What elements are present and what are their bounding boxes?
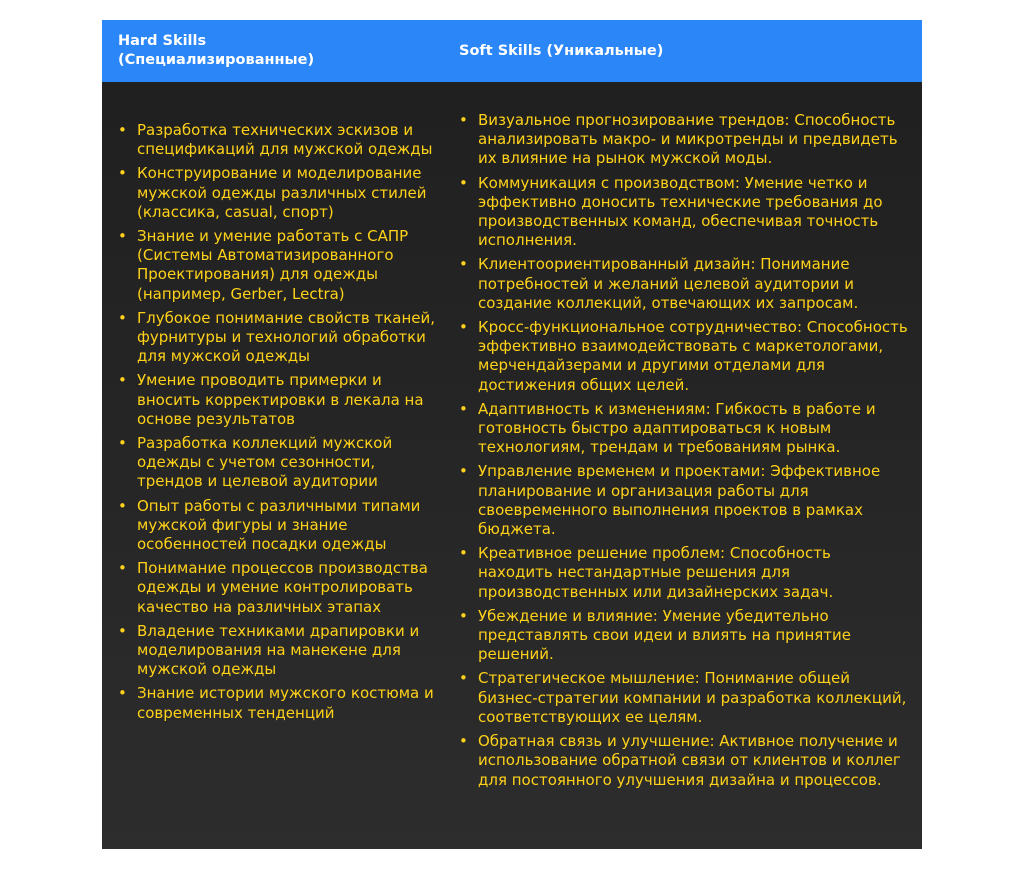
hard-skill-text: Опыт работы с различными типами мужской фигуры и знание особенностей посадки одежды [137,496,421,554]
soft-skill-text: Управление временем и проектами: Эффективное планирование и организация работы для своевременного выполнения проектов в рамках бюджета. [478,462,881,539]
bullet-icon: • [118,621,127,640]
soft-skill-text: Адаптивность к изменениям: Гибкость в работе и готовность быстро адаптироваться к новым технологиям, трендам и требованиям рынка. [478,399,876,457]
soft-skills-header: Soft Skills (Уникальные) [459,43,664,59]
soft-skill-text: Убеждение и влияние: Умение убедительно представлять свои идеи и влиять на принятие решений. [478,606,852,664]
list-item [118,227,436,304]
bullet-icon: • [118,496,127,515]
bullet-icon: • [459,111,468,129]
bullet-icon: • [118,121,127,139]
list-item [459,669,909,727]
soft-skill-text: Визуальное прогнозирование трендов: Способность анализировать макро- и микротренды и предвидеть их влияние на рынок мужской моды. [478,111,898,168]
bullet-icon: • [118,227,127,246]
list-item [459,607,909,665]
list-item [118,371,436,429]
hard-skill-text: Глубокое понимание свойств тканей, фурнитуры и технологий обработки для мужской одежды [137,308,436,366]
bullet-icon: • [459,173,468,192]
list-item [459,318,909,395]
list-item [459,732,909,790]
bullet-icon: • [118,684,127,703]
hard-skill-text: Разработка коллекций мужской одежды с учетом сезонности, трендов и целевой аудитории [137,434,393,491]
list-item [459,174,909,251]
bullet-icon: • [118,308,127,327]
list-item [118,559,436,617]
bullet-icon: • [459,732,468,751]
soft-skill-text: Коммуникация с производством: Умение четко и эффективно доносить технические требования до производственных команд, обеспечивая точность исполнения. [478,173,883,250]
list-item [459,400,909,458]
hard-skill-text: Конструирование и моделирование мужской одежды различных стилей (классика, casual, спорт) [137,164,427,221]
hard-skill-text: Знание и умение работать с САПР (Системы Автоматизированного Проектирования) для одежды (например, Gerber, Lectra) [137,227,409,303]
bullet-icon: • [459,462,468,481]
list-item [118,497,436,555]
bullet-icon: • [459,544,468,563]
list-item [459,462,909,539]
soft-skill-text: Креативное решение проблем: Способность находить нестандартные решения для производственных или дизайнерских задач. [478,544,834,601]
soft-skill-text: Кросс-функциональное сотрудничество: Способность эффективно взаимодействовать с маркетологами, мерчендайзерами и другими отделами для достижения общих целей. [478,318,908,394]
hard-skill-text: Владение техниками драпировки и моделирования на манекене для мужской одежды [137,621,420,679]
soft-skill-text: Обратная связь и улучшение: Активное получение и использование обратной связи от клиентов и коллег для постоянного улучшения дизайна и процессов. [478,732,901,789]
list-item [459,255,909,313]
list-item [118,434,436,492]
list-item [459,111,909,169]
bullet-icon: • [118,434,127,453]
skills-table [102,20,922,849]
list-item [118,121,436,159]
hard-skill-text: Разработка технических эскизов и спецификаций для мужской одежды [137,121,433,159]
hard-skills-header: Hard Skills (Специализированные) [118,33,315,68]
list-item [459,544,909,602]
list-item [118,684,436,722]
bullet-icon: • [118,559,127,578]
list-item [118,309,436,367]
bullet-icon: • [118,164,127,183]
bullet-icon: • [459,606,468,625]
hard-skill-text: Умение проводить примерки и вносить корректировки в лекала на основе результатов [137,371,424,428]
bullet-icon: • [459,318,468,337]
list-item [118,164,436,222]
soft-skills-list [459,111,909,795]
table-header [102,20,922,82]
bullet-icon: • [459,399,468,418]
soft-skill-text: Стратегическое мышление: Понимание общей бизнес-стратегии компании и разработка коллекций, соответствующих ее целям. [478,669,907,726]
bullet-icon: • [118,371,127,390]
bullet-icon: • [459,669,468,688]
soft-skill-text: Клиентоориентированный дизайн: Понимание потребностей и желаний целевой аудитории и создание коллекций, отвечающих их запросам. [478,255,859,312]
hard-skill-text: Знание истории мужского костюма и современных тенденций [137,684,434,722]
bullet-icon: • [459,255,468,274]
list-item [118,622,436,680]
hard-skills-list [118,121,436,728]
hard-skill-text: Понимание процессов производства одежды и умение контролировать качество на различных этапах [137,559,428,616]
